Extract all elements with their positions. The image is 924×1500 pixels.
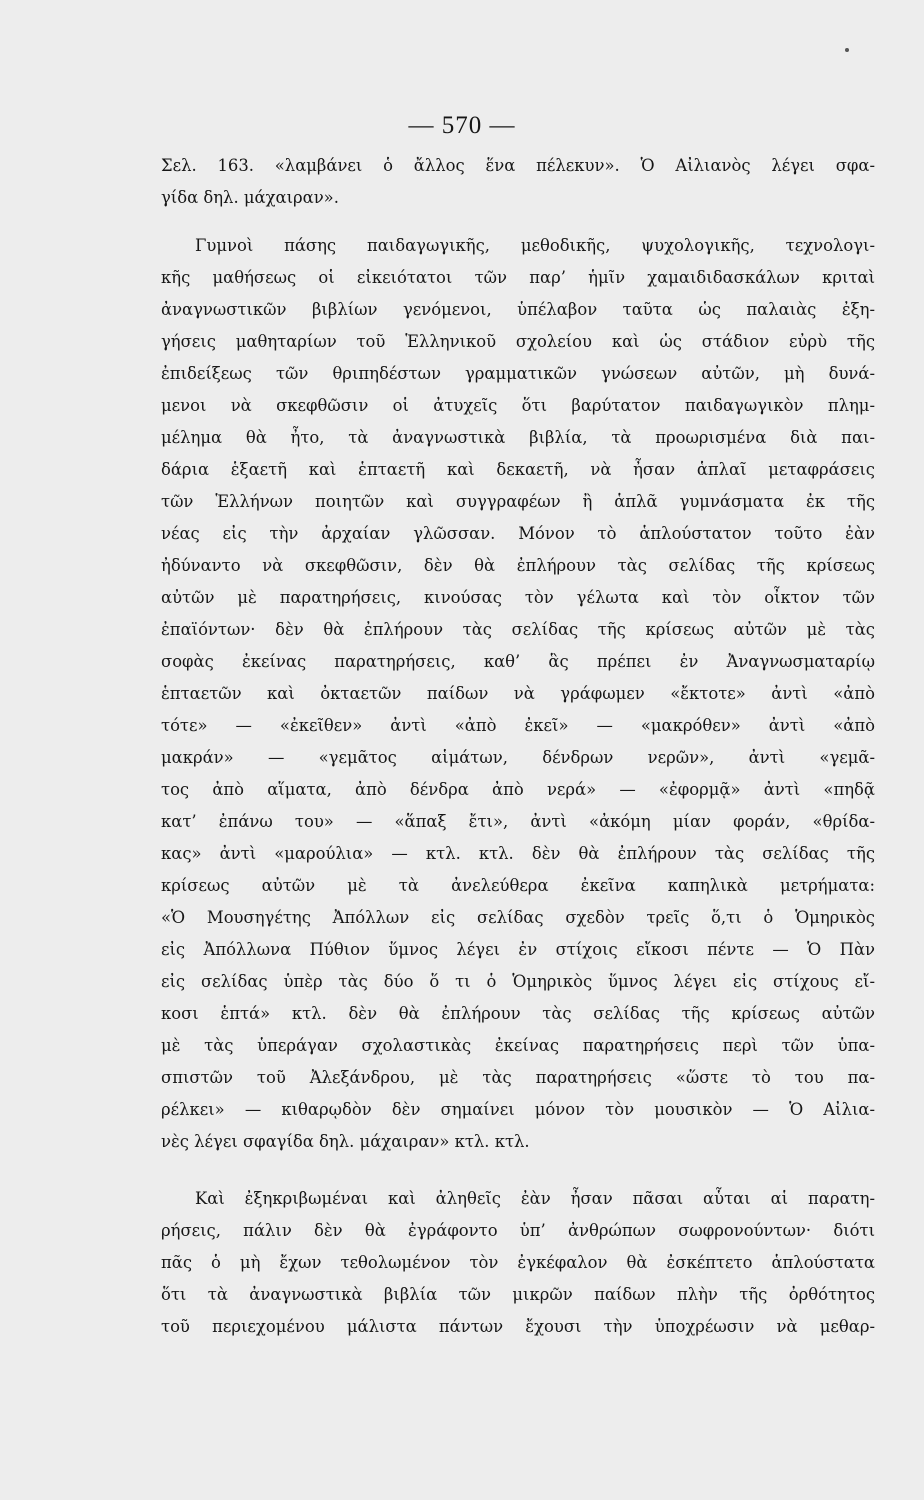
paragraph-line: ἠδύναντο νὰ σκεφθῶσιν, δὲν θὰ ἐπλήρουν τὰς σελίδας τῆς κρίσεως bbox=[161, 556, 875, 575]
paragraph-line: μακράν» — «γεμᾶτος αἱμάτων, δένδρων νερῶν», ἀντὶ «γεμᾶ- bbox=[161, 748, 875, 767]
paragraph-line: Καὶ ἐξηκριβωμέναι καὶ ἀληθεῖς ἐὰν ἦσαν πᾶσαι αὗται αἱ παρατη- bbox=[195, 1189, 875, 1208]
paragraph-line: ἐπιδείξεως τῶν θριπηδέστων γραμματικῶν γνώσεων αὐτῶν, μὴ δυνά- bbox=[161, 364, 875, 383]
paragraph-line: Γυμνοὶ πάσης παιδαγωγικῆς, μεθοδικῆς, ψυχολογικῆς, τεχνολογι- bbox=[195, 236, 875, 255]
paragraph-line: κας» ἀντὶ «μαρούλια» — κτλ. κτλ. δὲν θὰ ἐπλήρουν τὰς σελίδας τῆς bbox=[161, 844, 875, 863]
paragraph-line: δάρια ἑξαετῆ καὶ ἑπταετῆ καὶ δεκαετῆ, νὰ ἦσαν ἁπλαῖ μεταφράσεις bbox=[161, 460, 875, 479]
paragraph-line: κατ’ ἐπάνω του» — «ἅπαξ ἔτι», ἀντὶ «ἀκόμη μίαν φοράν, «θρίδα- bbox=[161, 812, 875, 831]
paragraph-line: εἰς Ἀπόλλωνα Πύθιον ὕμνος λέγει ἐν στίχοις εἴκοσι πέντε — Ὁ Πὰν bbox=[161, 940, 875, 959]
print-speck bbox=[845, 48, 849, 52]
paragraph-line: μὲ τὰς ὑπεράγαν σχολαστικὰς ἐκείνας παρατηρήσεις περὶ τῶν ὑπα- bbox=[161, 1036, 875, 1055]
paragraph-line: μενοι νὰ σκεφθῶσιν οἱ ἀτυχεῖς ὅτι βαρύτατον παιδαγωγικὸν πλημ- bbox=[161, 396, 875, 415]
paragraph-line: νὲς λέγει σφαγίδα δηλ. μάχαιραν» κτλ. κτλ. bbox=[161, 1132, 530, 1151]
paragraph-line: αὐτῶν μὲ παρατηρήσεις, κινούσας τὸν γέλωτα καὶ τὸν οἶκτον τῶν bbox=[161, 588, 875, 607]
paragraph-2 bbox=[161, 1183, 875, 1343]
paragraph-line: μέλημα θὰ ἦτο, τὰ ἀναγνωστικὰ βιβλία, τὰ προωρισμένα διὰ παι- bbox=[161, 428, 875, 447]
paragraph-line: εἰς σελίδας ὑπὲρ τὰς δύο ὅ τι ὁ Ὁμηρικὸς ὕμνος λέγει εἰς στίχους εἴ- bbox=[161, 972, 875, 991]
paragraph-line: ἀναγνωστικῶν βιβλίων γενόμενοι, ὑπέλαβον ταῦτα ὡς παλαιὰς ἐξη- bbox=[161, 300, 875, 319]
paragraph-line: τοῦ περιεχομένου μάλιστα πάντων ἔχουσι τὴν ὑποχρέωσιν νὰ μεθαρ- bbox=[161, 1317, 875, 1336]
footnote-block bbox=[161, 150, 875, 214]
footnote-line: Σελ. 163. «λαμβάνει ὁ ἄλλος ἕνα πέλεκυν». Ὁ Αἰλιανὸς λέγει σφα- bbox=[161, 156, 875, 175]
paragraph-line: ρέλκει» — κιθαρῳδὸν δὲν σημαίνει μόνον τὸν μουσικὸν — Ὁ Αἰλια- bbox=[161, 1100, 875, 1119]
paragraph-line: γήσεις μαθηταρίων τοῦ Ἑλληνικοῦ σχολείου καὶ ὡς στάδιον εὐρὺ τῆς bbox=[161, 332, 875, 351]
page-number: — 570 — bbox=[408, 112, 516, 139]
paragraph-line: τος ἀπὸ αἵματα, ἀπὸ δένδρα ἀπὸ νερά» — «ἐφορμᾷ» ἀντὶ «πηδᾷ bbox=[161, 780, 875, 799]
paragraph-line: ἑπταετῶν καὶ ὀκταετῶν παίδων νὰ γράφωμεν «ἔκτοτε» ἀντὶ «ἀπὸ bbox=[161, 684, 875, 703]
paragraph-line: κῆς μαθήσεως οἱ εἰκειότατοι τῶν παρ’ ἡμῖν χαμαιδιδασκάλων κριταὶ bbox=[161, 268, 875, 287]
paragraph-line: νέας εἰς τὴν ἀρχαίαν γλῶσσαν. Μόνον τὸ ἁπλούστατον τοῦτο ἐὰν bbox=[161, 524, 875, 543]
paragraph-line: σοφὰς ἐκείνας παρατηρήσεις, καθ’ ἃς πρέπει ἐν Ἀναγνωσματαρίῳ bbox=[161, 652, 875, 671]
footnote-line: γίδα δηλ. μάχαιραν». bbox=[161, 188, 339, 207]
paragraph-line: ὅτι τὰ ἀναγνωστικὰ βιβλία τῶν μικρῶν παίδων πλὴν τῆς ὀρθότητος bbox=[161, 1285, 875, 1304]
paragraph-line: τότε» — «ἐκεῖθεν» ἀντὶ «ἀπὸ ἐκεῖ» — «μακρόθεν» ἀντὶ «ἀπὸ bbox=[161, 716, 875, 735]
paragraph-line: κοσι ἑπτά» κτλ. δὲν θὰ ἐπλήρουν τὰς σελίδας τῆς κρίσεως αὐτῶν bbox=[161, 1004, 875, 1023]
paragraph-line: σπιστῶν τοῦ Ἀλεξάνδρου, μὲ τὰς παρατηρήσεις «ὥστε τὸ του πα- bbox=[161, 1068, 875, 1087]
paragraph-line: πᾶς ὁ μὴ ἔχων τεθολωμένον τὸν ἐγκέφαλον θὰ ἐσκέπτετο ἁπλούστατα bbox=[161, 1253, 875, 1272]
paragraph-line: ρήσεις, πάλιν δὲν θὰ ἐγράφοντο ὑπ’ ἀνθρώπων σωφρονούντων· διότι bbox=[161, 1221, 875, 1240]
paragraph-line: κρίσεως αὐτῶν μὲ τὰ ἀνελεύθερα ἐκεῖνα καπηλικὰ μετρήματα: bbox=[161, 876, 875, 895]
paragraph-line: τῶν Ἑλλήνων ποιητῶν καὶ συγγραφέων ἢ ἁπλᾶ γυμνάσματα ἐκ τῆς bbox=[161, 492, 875, 511]
paragraph-line: «Ὁ Μουσηγέτης Ἀπόλλων εἰς σελίδας σχεδὸν τρεῖς ὅ,τι ὁ Ὁμηρικὸς bbox=[161, 908, 875, 927]
paragraph-1 bbox=[161, 230, 875, 1158]
paragraph-line: ἐπαϊόντων· δὲν θὰ ἐπλήρουν τὰς σελίδας τῆς κρίσεως αὐτῶν μὲ τὰς bbox=[161, 620, 875, 639]
